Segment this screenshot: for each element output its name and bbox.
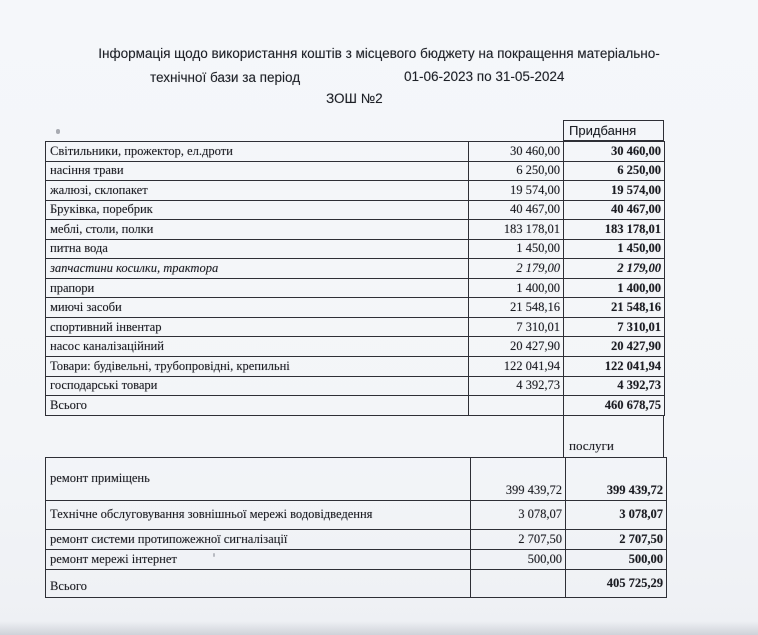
amount-cell: 2 179,00: [469, 259, 564, 279]
total-cell: 7 310,01: [564, 318, 665, 338]
item-label-cell: Бруківка, поребрик: [46, 201, 469, 221]
item-label-cell: жалюзі, склопакет: [46, 181, 469, 201]
table-row: [46, 298, 665, 318]
table-row: [46, 201, 665, 221]
table-row: [46, 377, 665, 397]
item-label-cell: Технічне обслуговування зовнішньої мережі водовідведення: [46, 501, 471, 530]
total-label-cell: Всього: [46, 396, 469, 416]
amount-cell: 7 310,01: [469, 318, 564, 338]
total-cell: 460 678,75: [564, 396, 665, 416]
services-total-row: [46, 570, 667, 598]
amount-cell: 40 467,00: [469, 201, 564, 221]
amount-cell: 30 460,00: [469, 142, 564, 162]
scan-artifact: [56, 129, 60, 134]
total-cell: 1 400,00: [564, 279, 665, 299]
amount-cell: 3 078,07: [471, 501, 566, 530]
amount-cell: 2 707,50: [471, 530, 566, 550]
item-label-cell: насос каналізаційний: [46, 337, 469, 357]
item-label-cell: запчастини косилки, трактора: [46, 259, 469, 279]
item-label-cell: господарські товари: [46, 377, 469, 397]
amount-cell: 399 439,72: [471, 458, 566, 501]
item-label-cell: ремонт приміщень: [46, 458, 471, 501]
amount-cell: 183 178,01: [469, 220, 564, 240]
total-cell: 6 250,00: [564, 162, 665, 182]
total-cell: 3 078,07: [566, 501, 667, 530]
total-cell: 21 548,16: [564, 298, 665, 318]
item-label-cell: меблі, столи, полки: [46, 220, 469, 240]
amount-cell: 500,00: [471, 550, 566, 570]
amount-cell: 21 548,16: [469, 298, 564, 318]
table-row: [46, 162, 665, 182]
item-label-cell: ремонт мережі інтернет: [46, 550, 471, 570]
total-cell: 1 450,00: [564, 240, 665, 260]
table-row: [46, 259, 665, 279]
document-title-period-label: технічної бази за період: [150, 70, 301, 85]
amount-cell: [469, 396, 564, 416]
amount-cell: 6 250,00: [469, 162, 564, 182]
table-row: [46, 550, 667, 570]
school-name: ЗОШ №2: [326, 91, 383, 106]
total-cell: 399 439,72: [566, 458, 667, 501]
purchases-header-cell: Придбання: [563, 120, 664, 141]
amount-cell: 20 427,90: [469, 337, 564, 357]
total-cell: 19 574,00: [564, 181, 665, 201]
total-cell: 500,00: [566, 550, 667, 570]
services-table: [45, 457, 667, 598]
table-row: [46, 220, 665, 240]
item-label-cell: миючі засоби: [46, 298, 469, 318]
purchases-total-row: [46, 396, 665, 416]
table-row: [46, 530, 667, 550]
item-label-cell: Світильники, прожектор, ел.дроти: [46, 142, 469, 162]
document-period-dates: 01-06-2023 по 31-05-2024: [404, 69, 565, 84]
total-cell: 405 725,29: [566, 570, 667, 598]
table-row: [46, 240, 665, 260]
item-label-cell: Товари: будівельні, трубопровідні, крепильні: [46, 357, 469, 377]
table-row: [46, 181, 665, 201]
table-row: [46, 142, 665, 162]
total-cell: 4 392,73: [564, 377, 665, 397]
services-header-cell: послуги: [563, 415, 664, 457]
table-row: [46, 501, 667, 530]
document-title-line1: Інформація щодо використання коштів з місцевого бюджету на покращення матеріально-: [98, 46, 660, 61]
amount-cell: 4 392,73: [469, 377, 564, 397]
scan-shadow: [0, 621, 758, 635]
table-row: [46, 357, 665, 377]
total-cell: 122 041,94: [564, 357, 665, 377]
amount-cell: 1 450,00: [469, 240, 564, 260]
table-row: [46, 318, 665, 338]
table-row: [46, 337, 665, 357]
total-cell: 30 460,00: [564, 142, 665, 162]
total-cell: 2 707,50: [566, 530, 667, 550]
total-cell: 183 178,01: [564, 220, 665, 240]
table-row: [46, 279, 665, 299]
total-cell: 2 179,00: [564, 259, 665, 279]
item-label-cell: питна вода: [46, 240, 469, 260]
item-label-cell: прапори: [46, 279, 469, 299]
purchases-table: [45, 141, 665, 416]
amount-cell: 19 574,00: [469, 181, 564, 201]
item-label-cell: ремонт системи протипожежної сигналізації: [46, 530, 471, 550]
amount-cell: 1 400,00: [469, 279, 564, 299]
total-label-cell: Всього: [46, 570, 471, 598]
item-label-cell: насіння трави: [46, 162, 469, 182]
item-label-cell: спортивний інвентар: [46, 318, 469, 338]
total-cell: 40 467,00: [564, 201, 665, 221]
table-row: [46, 458, 667, 501]
amount-cell: [471, 570, 566, 598]
amount-cell: 122 041,94: [469, 357, 564, 377]
total-cell: 20 427,90: [564, 337, 665, 357]
